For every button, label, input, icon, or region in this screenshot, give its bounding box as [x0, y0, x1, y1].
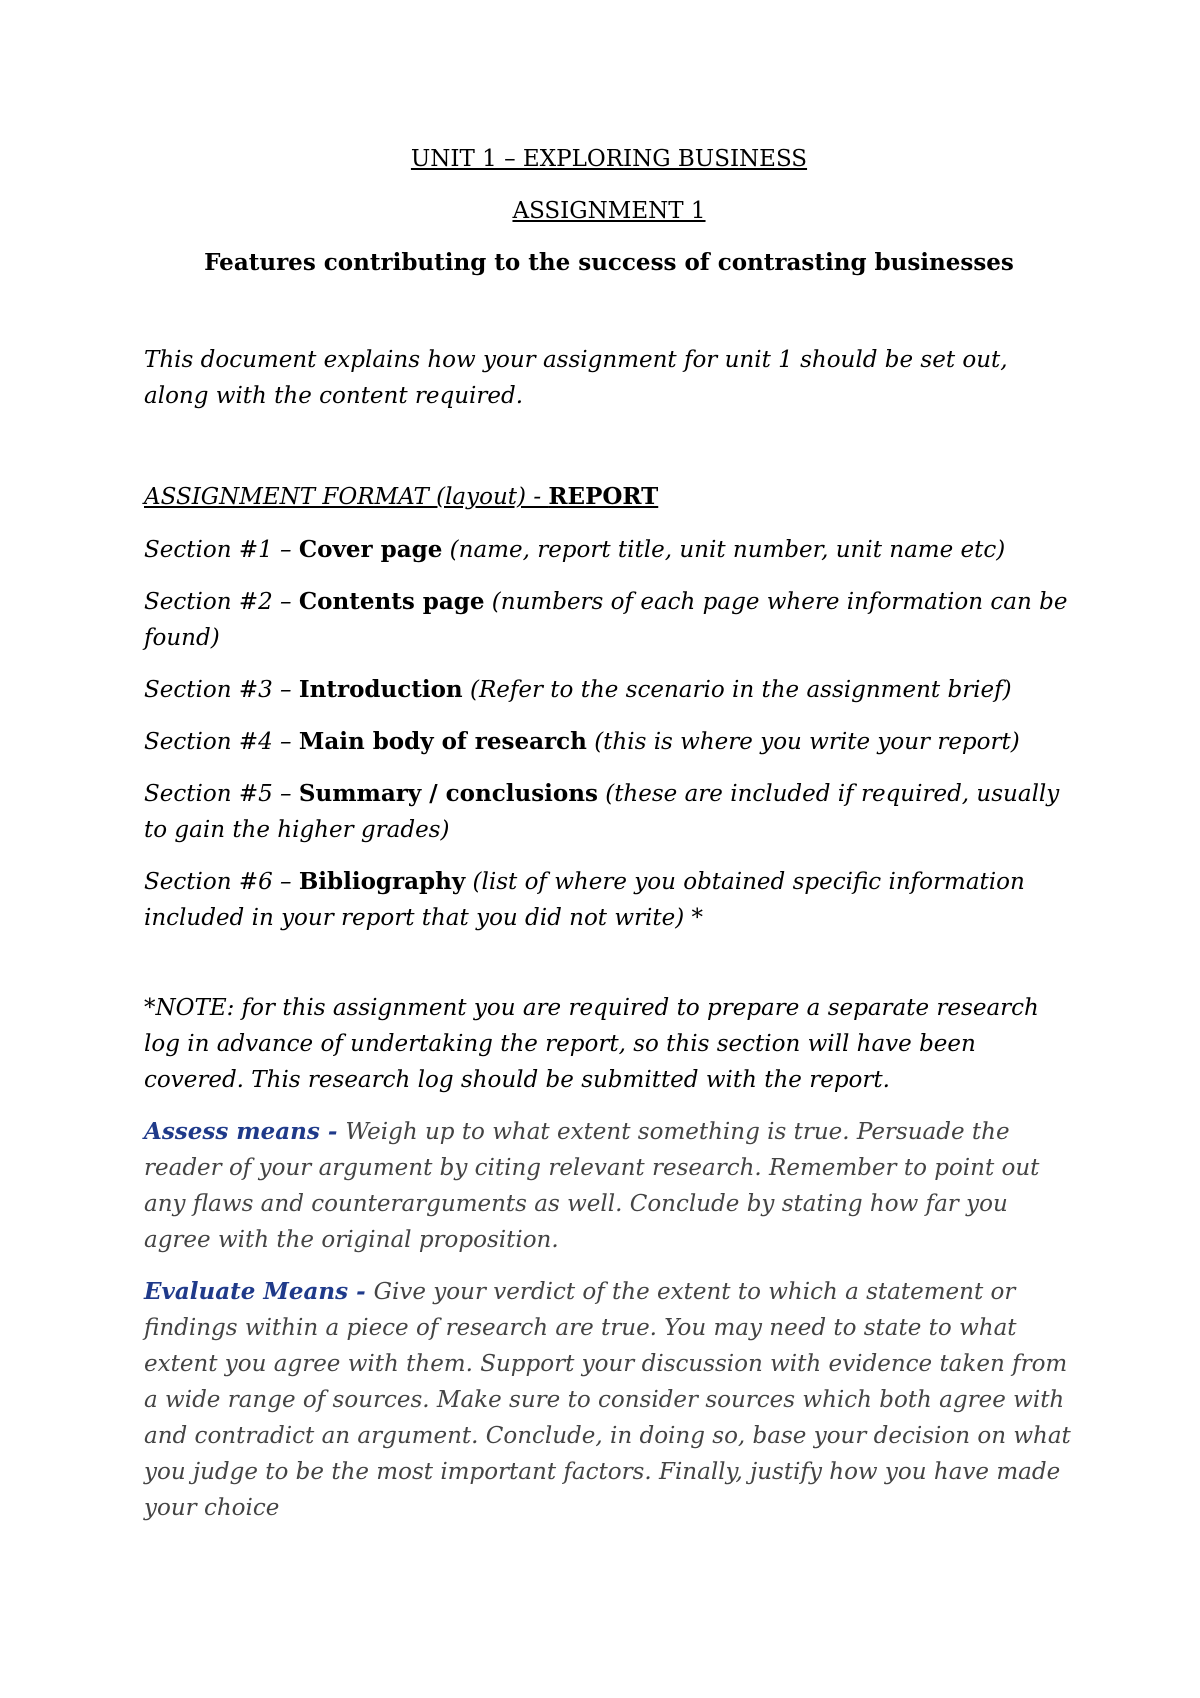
unit-title: UNIT 1 – EXPLORING BUSINESS: [410, 146, 808, 172]
format-heading-type: REPORT: [548, 483, 659, 510]
section-prefix: Section #6 –: [144, 869, 299, 895]
assignment-subtitle: Features contributing to the success of contrasting businesses: [204, 249, 1014, 276]
section-desc: (numbers of each page where information can be found): [144, 589, 1068, 651]
section-name: Summary / conclusions: [298, 780, 598, 807]
section-item: [144, 776, 1074, 848]
section-desc: (Refer to the scenario in the assignment brief): [462, 677, 1012, 703]
definition-term: Assess means: [144, 1118, 320, 1145]
section-name: Cover page: [298, 536, 443, 563]
section-name: Bibliography: [298, 868, 466, 895]
note-paragraph: *NOTE: for this assignment you are required to prepare a separate research log in advance of undertaking the report, so this section will have been covered. This research log should be submitted with the report.: [144, 995, 1039, 1093]
section-prefix: Section #2 –: [144, 589, 299, 615]
section-desc: (list of where you obtained specific information included in your report that you did not write) *: [144, 869, 1025, 931]
section-desc: (these are included if required, usually to gain the higher grades): [144, 781, 1060, 843]
section-name: Contents page: [298, 588, 485, 615]
document-content: [144, 142, 1074, 1542]
format-heading-label: ASSIGNMENT FORMAT (layout) -: [144, 484, 549, 510]
section-item: [144, 584, 1074, 656]
section-desc: (this is where you write your report): [586, 729, 1020, 755]
section-name: Introduction: [298, 676, 463, 703]
section-prefix: Section #3 –: [144, 677, 299, 703]
section-item: [144, 672, 1074, 708]
section-prefix: Section #1 –: [144, 537, 299, 563]
definition-separator: -: [319, 1118, 346, 1145]
section-prefix: Section #5 –: [144, 781, 299, 807]
assignment-title: ASSIGNMENT 1: [512, 198, 706, 224]
definition-evaluate: [144, 1274, 1074, 1526]
format-heading: [144, 480, 1074, 514]
section-prefix: Section #4 –: [144, 729, 299, 755]
definition-text: Weigh up to what extent something is true. Persuade the reader of your argument by citing relevant research. Remember to point out any flaws and counterarguments as well. Conclude by stating how far you agree with the original proposition.: [144, 1119, 1040, 1253]
definition-term: Evaluate Means: [144, 1278, 349, 1305]
section-desc: (name, report title, unit number, unit name etc): [442, 537, 1006, 563]
section-name: Main body of research: [298, 728, 587, 755]
section-item: [144, 532, 1074, 568]
section-item: [144, 864, 1074, 936]
definition-assess: [144, 1114, 1074, 1258]
definition-text: Give your verdict of the extent to which a statement or findings within a piece of research are true. You may need to state to what extent you agree with them. Support your discussion with evidence taken from a wide range of sources. Make sure to consider sources which both agree with and contradict an argument. Conclude, in doing so, base your decision on what you judge to be the most important factors. Finally, justify how you have made your choice: [144, 1279, 1071, 1521]
intro-paragraph: This document explains how your assignment for unit 1 should be set out, along with the content required.: [144, 347, 1008, 409]
definition-separator: -: [348, 1278, 374, 1305]
section-item: [144, 724, 1074, 760]
